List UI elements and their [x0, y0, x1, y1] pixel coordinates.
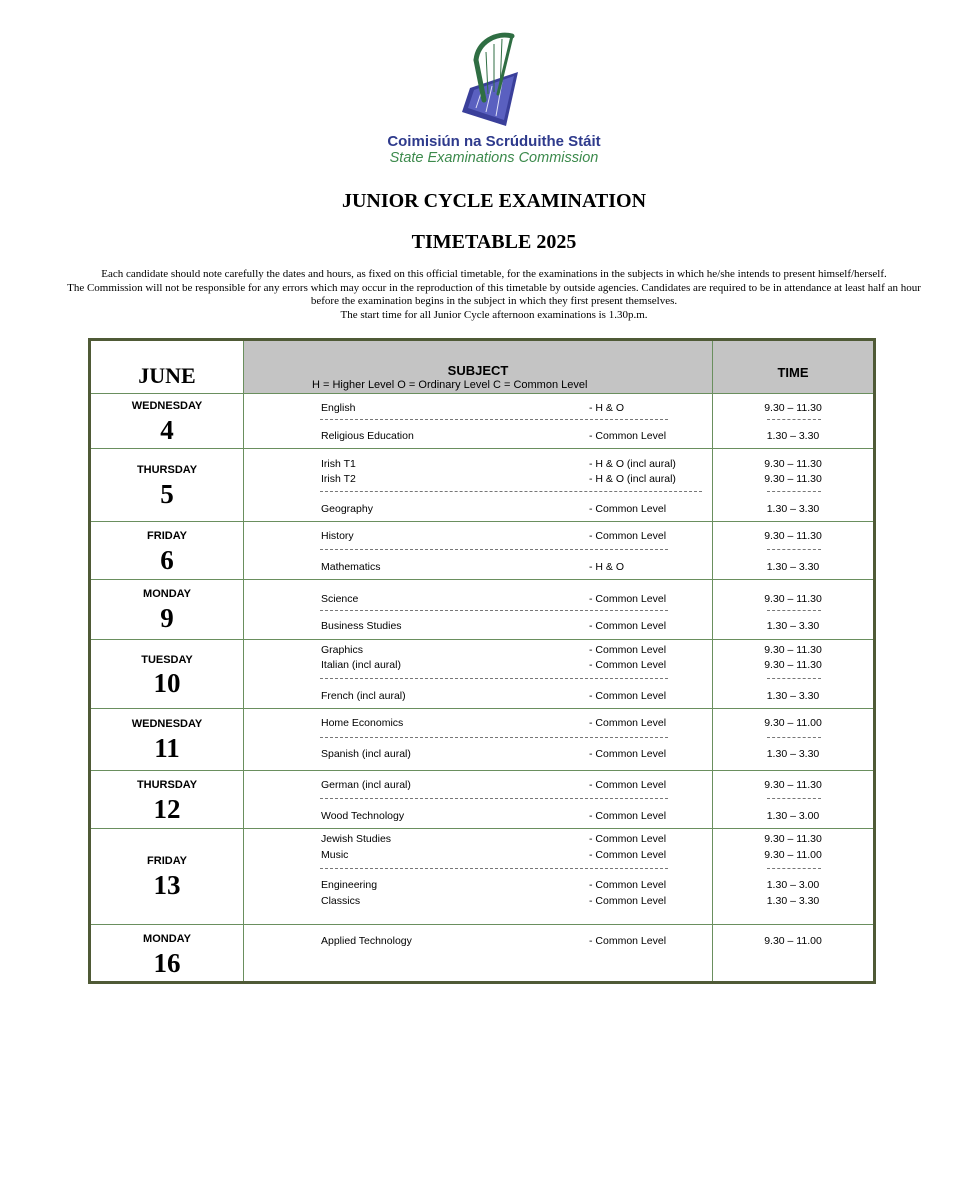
exam-time: 9.30 – 11.30: [764, 458, 822, 470]
subject-name: Italian (incl aural): [321, 659, 401, 671]
day-name: TUESDAY: [141, 654, 193, 666]
page-subtitle: TIMETABLE 2025: [411, 231, 577, 253]
day-name: THURSDAY: [136, 464, 198, 476]
subject-name: Home Economics: [321, 717, 404, 729]
subject-level: - Common Level: [589, 895, 667, 907]
exam-time: 9.30 – 11.30: [764, 659, 822, 671]
day-name: FRIDAY: [147, 530, 187, 542]
table-header: [91, 341, 873, 394]
day-number: 4: [160, 415, 174, 445]
level-key: H = Higher Level O = Ordinary Level C = Common Level: [312, 379, 588, 391]
exam-time: 9.30 – 11.30: [764, 402, 822, 414]
day-row: [91, 829, 873, 925]
subject-name: Mathematics: [321, 561, 381, 573]
subject-header-label: SUBJECT: [447, 363, 509, 378]
harp-logo-icon: [440, 30, 540, 130]
time-separator: [767, 549, 821, 550]
subject-name: History: [321, 530, 354, 542]
subject-name: German (incl aural): [321, 779, 411, 791]
row-separator: [320, 678, 668, 679]
subject-level: - Common Level: [589, 779, 667, 791]
day-row: [91, 449, 873, 522]
subject-level: - H & O: [589, 561, 625, 573]
time-separator: [767, 798, 821, 799]
subject-name: Applied Technology: [321, 935, 412, 947]
exam-time: 9.30 – 11.00: [764, 717, 822, 729]
day-row: [91, 580, 873, 640]
time-separator: [767, 868, 821, 869]
day-number: 9: [160, 603, 174, 633]
intro-line: The Commission will not be responsible for any errors which may occur in the reproduction of this timetable by outside agencies. Candidates are required to be in attendance at least half an hour before the examination begins in the subject in which they first present themselves.: [67, 281, 921, 307]
month-label: JUNE: [138, 363, 196, 388]
subject-header: [244, 341, 712, 393]
time-separator: [767, 419, 821, 420]
day-row: [91, 709, 873, 771]
day-row: [91, 771, 873, 829]
subject-name: Jewish Studies: [321, 833, 392, 845]
subject-level: - Common Level: [589, 748, 667, 760]
subject-level: - Common Level: [589, 717, 667, 729]
subject-level: - Common Level: [589, 503, 667, 515]
org-name-english: State Examinations Commission: [389, 150, 599, 166]
exam-time: 1.30 – 3.30: [766, 895, 820, 907]
subject-name: Business Studies: [321, 620, 402, 632]
day-number: 13: [153, 870, 181, 900]
day-name: THURSDAY: [136, 779, 198, 791]
subject-name: Engineering: [321, 879, 378, 891]
subject-name: Irish T2: [321, 473, 356, 485]
day-name: MONDAY: [143, 933, 191, 945]
exam-time: 9.30 – 11.00: [764, 935, 822, 947]
subject-level: - Common Level: [589, 849, 667, 861]
time-separator: [767, 737, 821, 738]
day-name: WEDNESDAY: [131, 400, 203, 412]
day-name: MONDAY: [143, 588, 191, 600]
subject-level: - Common Level: [589, 620, 667, 632]
subject-name: Science: [321, 593, 359, 605]
page-title: JUNIOR CYCLE EXAMINATION: [341, 190, 647, 212]
exam-time: 9.30 – 11.30: [764, 593, 822, 605]
subject-name: French (incl aural): [321, 690, 406, 702]
subject-level: - H & O (incl aural): [589, 458, 676, 470]
org-name-irish: Coimisiún na Scrúduithe Stáit: [387, 133, 601, 150]
intro-notice: [60, 268, 928, 322]
day-number: 11: [154, 733, 180, 763]
subject-name: Graphics: [321, 644, 364, 656]
day-row: [91, 925, 873, 981]
subject-level: - Common Level: [589, 810, 667, 822]
exam-time: 9.30 – 11.00: [764, 849, 822, 861]
exam-time: 9.30 – 11.30: [764, 779, 822, 791]
subject-name: English: [321, 402, 356, 414]
row-separator: [320, 737, 668, 738]
subject-level: - Common Level: [589, 593, 667, 605]
subject-level: - Common Level: [589, 430, 667, 442]
subject-level: - Common Level: [589, 659, 667, 671]
subject-level: - H & O: [589, 402, 625, 414]
time-separator: [767, 491, 821, 492]
exam-time: 9.30 – 11.30: [764, 833, 822, 845]
subject-name: Wood Technology: [321, 810, 405, 822]
subject-name: Classics: [321, 895, 361, 907]
day-number: 16: [153, 948, 181, 978]
subject-level: - Common Level: [589, 644, 667, 656]
intro-line: The start time for all Junior Cycle afternoon examinations is 1.30p.m.: [340, 308, 648, 321]
time-separator: [767, 678, 821, 679]
day-number: 5: [160, 479, 174, 509]
exam-time: 1.30 – 3.30: [766, 690, 820, 702]
subject-level: - Common Level: [589, 690, 667, 702]
day-name: FRIDAY: [147, 855, 187, 867]
exam-time: 1.30 – 3.30: [766, 503, 820, 515]
subject-name: Religious Education: [321, 430, 414, 442]
exam-time: 1.30 – 3.30: [766, 430, 820, 442]
subject-name: Irish T1: [321, 458, 356, 470]
exam-time: 1.30 – 3.00: [766, 879, 820, 891]
day-row: [91, 640, 873, 709]
row-separator: [320, 549, 668, 550]
subject-level: - Common Level: [589, 935, 667, 947]
row-separator: [320, 868, 668, 869]
exam-time: 9.30 – 11.30: [764, 473, 822, 485]
time-separator: [767, 610, 821, 611]
day-number: 10: [153, 668, 181, 698]
exam-time: 1.30 – 3.30: [766, 748, 820, 760]
day-number: 12: [153, 794, 181, 824]
exam-time: 1.30 – 3.00: [766, 810, 820, 822]
time-header-label: TIME: [777, 365, 809, 380]
timetable: [88, 338, 876, 984]
day-row: [91, 393, 873, 449]
row-separator: [320, 610, 668, 611]
subject-level: - Common Level: [589, 833, 667, 845]
row-separator: [320, 419, 668, 420]
exam-time: 1.30 – 3.30: [766, 561, 820, 573]
subject-name: Spanish (incl aural): [321, 748, 411, 760]
month-header: [91, 341, 243, 393]
subject-level: - Common Level: [589, 879, 667, 891]
subject-name: Music: [321, 849, 349, 861]
subject-level: - Common Level: [589, 530, 667, 542]
exam-time: 1.30 – 3.30: [766, 620, 820, 632]
subject-name: Geography: [321, 503, 373, 515]
subject-level: - H & O (incl aural): [589, 473, 676, 485]
time-header: [713, 341, 873, 393]
row-separator: [320, 491, 702, 492]
intro-line: Each candidate should note carefully the dates and hours, as fixed on this official timetable, for the examinations in the subjects in which he/she intends to present himself/herself.: [101, 268, 887, 280]
day-number: 6: [160, 545, 174, 575]
exam-time: 9.30 – 11.30: [764, 644, 822, 656]
exam-time: 9.30 – 11.30: [764, 530, 822, 542]
day-row: [91, 522, 873, 580]
day-name: WEDNESDAY: [131, 718, 203, 730]
row-separator: [320, 798, 668, 799]
